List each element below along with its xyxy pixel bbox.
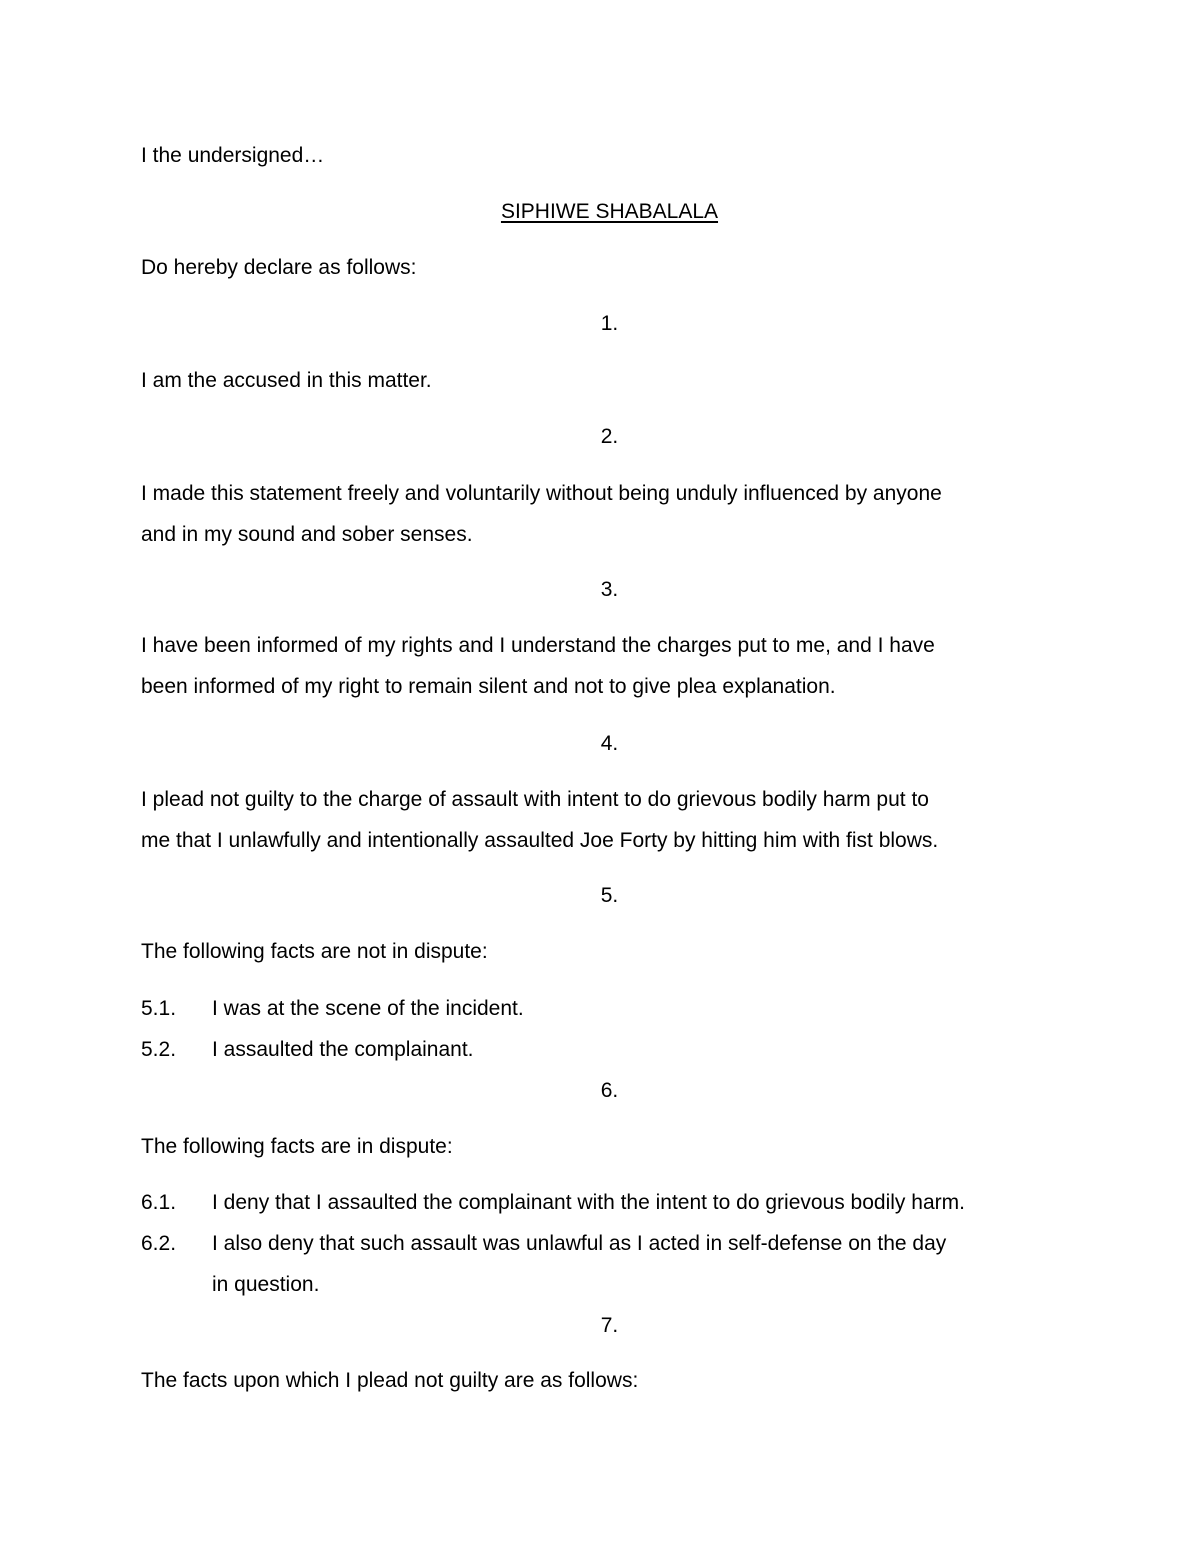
item-6-2-number: 6.2.	[141, 1232, 177, 1255]
section-7-line-1: The facts upon which I plead not guilty are as follows:	[141, 1369, 639, 1392]
section-3-line-2: been informed of my right to remain silent and not to give plea explanation.	[141, 675, 836, 698]
section-3-line-1: I have been informed of my rights and I understand the charges put to me, and I have	[141, 634, 935, 657]
section-2-line-1: I made this statement freely and voluntarily without being unduly influenced by anyone	[141, 482, 942, 505]
declarant-name: SIPHIWE SHABALALA	[500, 200, 719, 223]
section-4-line-1: I plead not guilty to the charge of assault with intent to do grievous bodily harm put to	[141, 788, 929, 811]
intro-text: I the undersigned…	[141, 144, 325, 167]
section-1-line-1: I am the accused in this matter.	[141, 369, 432, 392]
section-number-7: 7.	[600, 1314, 619, 1337]
section-number-3: 3.	[600, 578, 619, 601]
section-number-5: 5.	[600, 884, 619, 907]
item-6-1-text: I deny that I assaulted the complainant with the intent to do grievous bodily harm.	[212, 1191, 965, 1214]
item-6-2-text-line-2: in question.	[212, 1273, 320, 1296]
item-5-2-text: I assaulted the complainant.	[212, 1038, 474, 1061]
section-number-6: 6.	[600, 1079, 619, 1102]
declare-text: Do hereby declare as follows:	[141, 256, 417, 279]
section-number-1: 1.	[600, 312, 619, 335]
item-6-2-text-line-1: I also deny that such assault was unlawful as I acted in self-defense on the day	[212, 1232, 947, 1255]
section-4-line-2: me that I unlawfully and intentionally assaulted Joe Forty by hitting him with fist blows.	[141, 829, 939, 852]
section-number-2: 2.	[600, 425, 619, 448]
section-5-line-1: The following facts are not in dispute:	[141, 940, 488, 963]
item-5-1-text: I was at the scene of the incident.	[212, 997, 524, 1020]
item-6-1-number: 6.1.	[141, 1191, 177, 1214]
section-2-line-2: and in my sound and sober senses.	[141, 523, 473, 546]
section-6-line-1: The following facts are in dispute:	[141, 1135, 453, 1158]
item-5-2-number: 5.2.	[141, 1038, 177, 1061]
item-5-1-number: 5.1.	[141, 997, 177, 1020]
section-number-4: 4.	[600, 732, 619, 755]
